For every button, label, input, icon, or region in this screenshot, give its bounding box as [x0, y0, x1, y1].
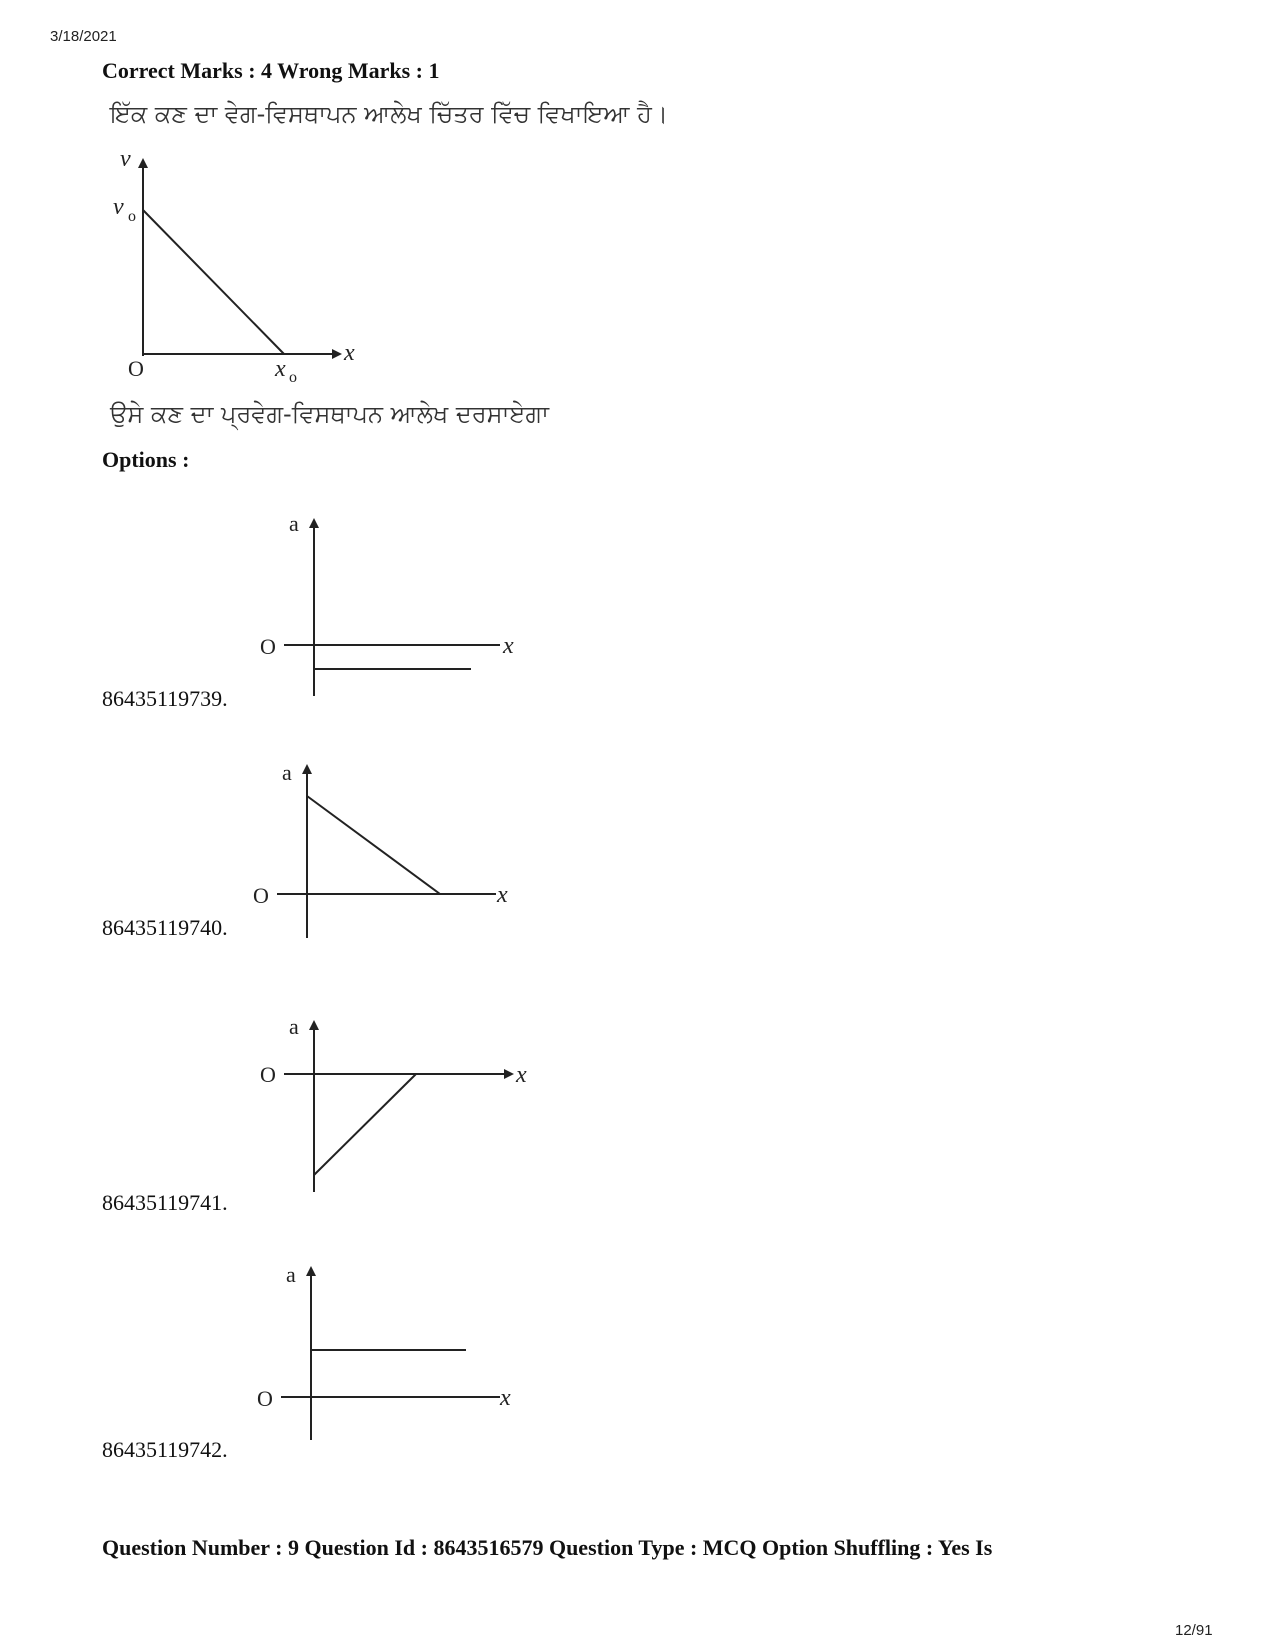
option-4-id: 86435119742. [102, 1437, 228, 1462]
option-4-x-label: x [500, 1385, 511, 1411]
option-1-id: 86435119739. [102, 686, 228, 711]
question-origin-label: O [128, 356, 144, 381]
question-y-label: v [120, 146, 131, 172]
question-x0-label: x [275, 356, 286, 382]
option-2-origin-label: O [253, 883, 269, 908]
question-x-label: x [344, 340, 355, 366]
option-3-id: 86435119741. [102, 1190, 228, 1215]
print-date: 3/18/2021 [50, 28, 117, 45]
question-text: ਇੱਕ ਕਣ ਦਾ ਵੇਗ-ਵਿਸਥਾਪਨ ਆਲੇਖ ਚਿੱਤਰ ਵਿੱਚ ਵਿਖਾਇਆ ਹੈ। [110, 100, 669, 128]
option-2-x-label: x [497, 882, 508, 908]
marks-line: Correct Marks : 4 Wrong Marks : 1 [102, 58, 440, 83]
option-1-y-label: a [289, 511, 299, 536]
option-3-x-label: x [516, 1062, 527, 1088]
question-v0-label: v [113, 194, 124, 220]
option-3-y-label: a [289, 1014, 299, 1039]
option-3-origin-label: O [260, 1062, 276, 1087]
option-1-origin-label: O [260, 634, 276, 659]
option-2-id: 86435119740. [102, 915, 228, 940]
question-x0-subscript: o [289, 369, 297, 386]
question-v0-subscript: o [128, 208, 136, 225]
option-4-origin-label: O [257, 1386, 273, 1411]
page-number: 12/91 [1175, 1622, 1213, 1639]
option-2-y-label: a [282, 760, 292, 785]
question-prompt: ਉਸੇ ਕਣ ਦਾ ਪ੍ਰਵੇਗ-ਵਿਸਥਾਪਨ ਆਲੇਖ ਦਰਸਾਏਗਾ [110, 400, 549, 428]
options-heading: Options : [102, 447, 190, 472]
option-4-y-label: a [286, 1262, 296, 1287]
option-1-x-label: x [503, 633, 514, 659]
next-question-header: Question Number : 9 Question Id : 8643516579 Question Type : MCQ Option Shuffling : Yes Is [102, 1535, 993, 1560]
